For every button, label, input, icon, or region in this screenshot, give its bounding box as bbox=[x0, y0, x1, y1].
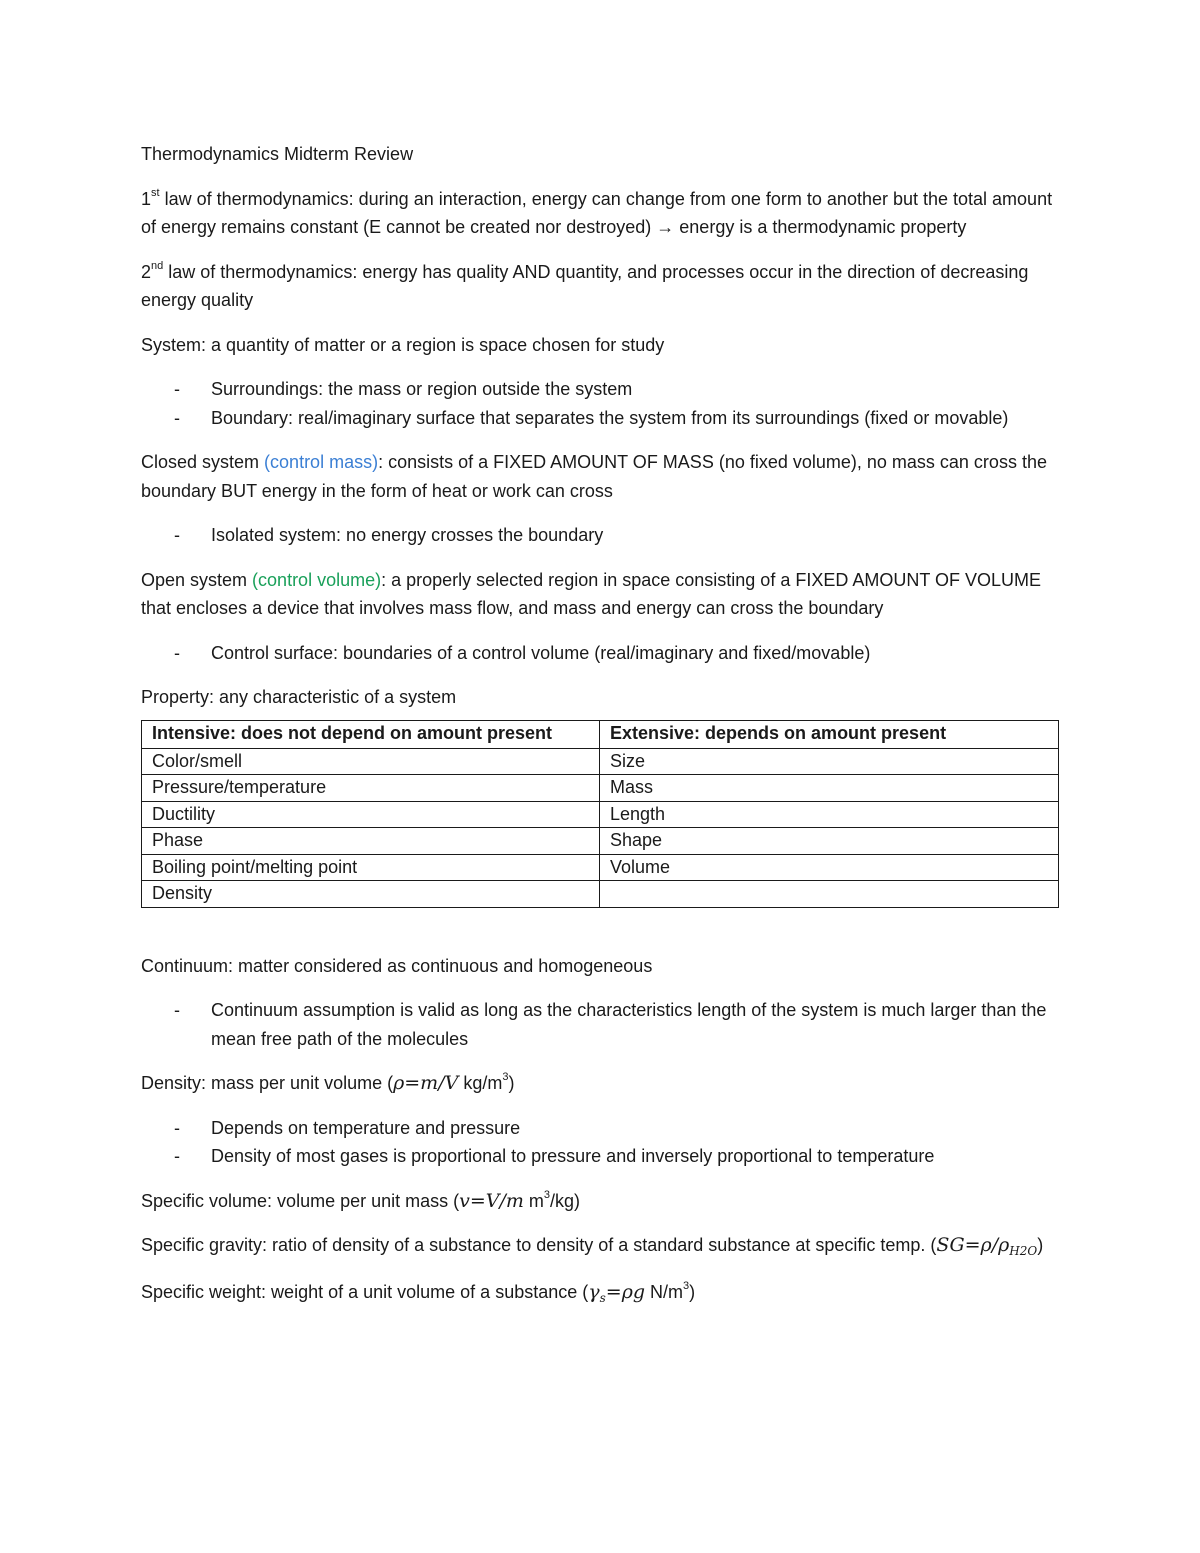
dash-bullet-icon: - bbox=[174, 1117, 180, 1138]
second-law-ordinal: nd bbox=[151, 259, 164, 272]
specific-weight-subscript: s bbox=[599, 1290, 606, 1305]
dash-bullet-icon: - bbox=[174, 407, 180, 428]
table-row: Phase Shape bbox=[142, 828, 1059, 855]
property-definition: Property: any characteristic of a system bbox=[141, 687, 457, 707]
table-row: Ductility Length bbox=[142, 801, 1059, 828]
table-row: Density bbox=[142, 881, 1059, 908]
specific-volume-formula: v=V/m bbox=[459, 1189, 524, 1212]
table-row: Boiling point/melting point Volume bbox=[142, 854, 1059, 881]
specific-gravity-definition: Specific gravity: ratio of density of a substance to density of a standard substance at specific temp. $(SG=\rho/\rho_{H2O})$ bbox=[141, 1234, 1044, 1258]
second-law-paragraph bbox=[141, 258, 1059, 315]
table-header-row bbox=[142, 720, 1059, 748]
second-law-number: 2 bbox=[141, 261, 152, 282]
list-item: - Boundary: real/imaginary surface that separates the system from its surroundings (fixed or movable) bbox=[141, 404, 1059, 433]
specific-gravity-formula: SG=ρ/ρ bbox=[936, 1234, 1010, 1256]
list-item: - Control surface: boundaries of a control volume (real/imaginary and fixed/movable) bbox=[141, 639, 1059, 668]
system-definition: System: a quantity of matter or a region is space chosen for study bbox=[141, 334, 665, 355]
document-title: Thermodynamics Midterm Review bbox=[141, 144, 414, 164]
open-system-bullet-list bbox=[141, 639, 1059, 668]
continuum-bullet-list bbox=[141, 996, 1059, 1053]
list-item: - Depends on temperature and pressure bbox=[141, 1114, 1059, 1143]
closed-system-bullet-list bbox=[141, 521, 1059, 550]
list-item: - Continuum assumption is valid as long as the characteristics length of the system is much larger than the mean free path of the molecules bbox=[141, 996, 1059, 1053]
property-table bbox=[141, 720, 1059, 908]
extensive-header: Extensive: depends on amount present bbox=[600, 720, 1059, 748]
list-item: - Density of most gases is proportional to pressure and inversely proportional to temperature bbox=[141, 1142, 1059, 1171]
density-formula: ρ=m/V bbox=[393, 1072, 459, 1094]
dash-bullet-icon: - bbox=[174, 642, 180, 663]
density-definition: Density: mass per unit volume (ρ=m/V $kg/m^3$) bbox=[141, 1071, 515, 1094]
first-law-text: law of thermodynamics: during an interaction, energy can change from one form to another but the total amount of energy remains constant (E cannot be created nor destroyed) → energy is a thermodynamic property bbox=[141, 188, 1053, 237]
open-system-definition: Open system (control volume): a properly selected region in space consisting of a FIXED AMOUNT OF VOLUME that encloses a device that involves mass flow, and mass and energy can cross the boundary bbox=[141, 569, 1042, 618]
specific-weight-formula: =ρg bbox=[605, 1280, 646, 1303]
specific-weight-gamma: γ bbox=[588, 1280, 600, 1303]
continuum-definition: Continuum: matter considered as continuous and homogeneous bbox=[141, 955, 653, 976]
first-law-paragraph bbox=[141, 185, 1059, 242]
dash-bullet-icon: - bbox=[174, 1000, 180, 1020]
first-law-ordinal: st bbox=[151, 186, 160, 199]
list-item: - Surroundings: the mass or region outside the system bbox=[141, 375, 1059, 404]
specific-volume-definition: Specific volume: volume per unit mass (v=V/m $m^3/kg$) bbox=[141, 1188, 581, 1212]
second-law-text: law of thermodynamics: energy has quality AND quantity, and processes occur in the direction of decreasing energy quality bbox=[141, 261, 1029, 310]
specific-gravity-subscript: H2O bbox=[1009, 1244, 1038, 1258]
density-bullet-list bbox=[141, 1114, 1059, 1171]
control-volume-highlight: (control volume) bbox=[252, 569, 382, 590]
table-row: Color/smell Size bbox=[142, 748, 1059, 775]
first-law-number: 1 bbox=[141, 188, 152, 209]
dash-bullet-icon: - bbox=[174, 1146, 180, 1166]
closed-system-definition: Closed system (control mass): consists of a FIXED AMOUNT OF MASS (no fixed volume), no mass can cross the boundary BUT energy in the form of heat or work can cross bbox=[141, 452, 1047, 501]
dash-bullet-icon: - bbox=[174, 379, 180, 399]
intensive-header: Intensive: does not depend on amount present bbox=[142, 720, 600, 748]
dash-bullet-icon: - bbox=[174, 525, 180, 545]
control-mass-highlight: (control mass) bbox=[264, 452, 379, 472]
specific-weight-definition: Specific weight: weight of a unit volume of a substance ($\gamma_s=\rho g$ $N/m^3$) bbox=[141, 1279, 696, 1305]
list-item: - Isolated system: no energy crosses the boundary bbox=[141, 521, 1059, 550]
table-row: Pressure/temperature Mass bbox=[142, 775, 1059, 802]
document-page bbox=[141, 140, 1059, 1324]
system-bullet-list bbox=[141, 375, 1059, 432]
